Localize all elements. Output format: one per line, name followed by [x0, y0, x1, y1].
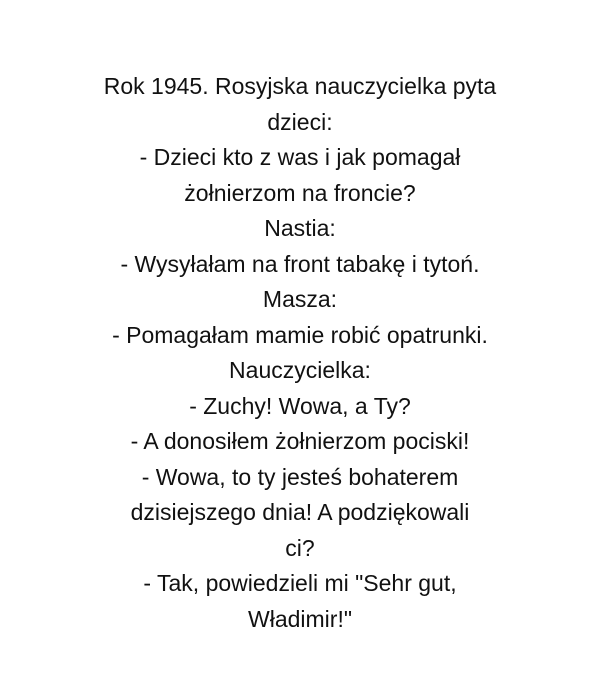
joke-line: Masza:: [262, 286, 338, 312]
joke-line: dzieci:: [267, 108, 333, 135]
joke-line: - Dzieci kto z was i jak pomagał: [139, 144, 461, 170]
joke-line: - A donosiłem żołnierzom pociski!: [130, 428, 470, 454]
joke-line: - Zuchy! Wowa, a Ty?: [189, 392, 411, 419]
joke-text: [40, 69, 560, 637]
joke-line: żołnierzom na froncie?: [184, 179, 416, 206]
joke-line: Rok 1945. Rosyjska nauczycielka pyta: [103, 73, 497, 99]
joke-line: Władimir!": [248, 605, 352, 632]
joke-line: dzisiejszego dnia! A podziękowali: [130, 499, 470, 525]
joke-line: Nastia:: [264, 215, 336, 241]
joke-line: - Tak, powiedzieli mi "Sehr gut,: [143, 570, 457, 596]
joke-line: Nauczycielka:: [229, 357, 371, 383]
joke-line: ci?: [285, 534, 315, 561]
joke-line: - Wysyłałam na front tabakę i tytoń.: [120, 250, 480, 277]
joke-line: - Wowa, to ty jesteś bohaterem: [141, 463, 459, 490]
joke-line: - Pomagałam mamie robić opatrunki.: [112, 321, 488, 348]
